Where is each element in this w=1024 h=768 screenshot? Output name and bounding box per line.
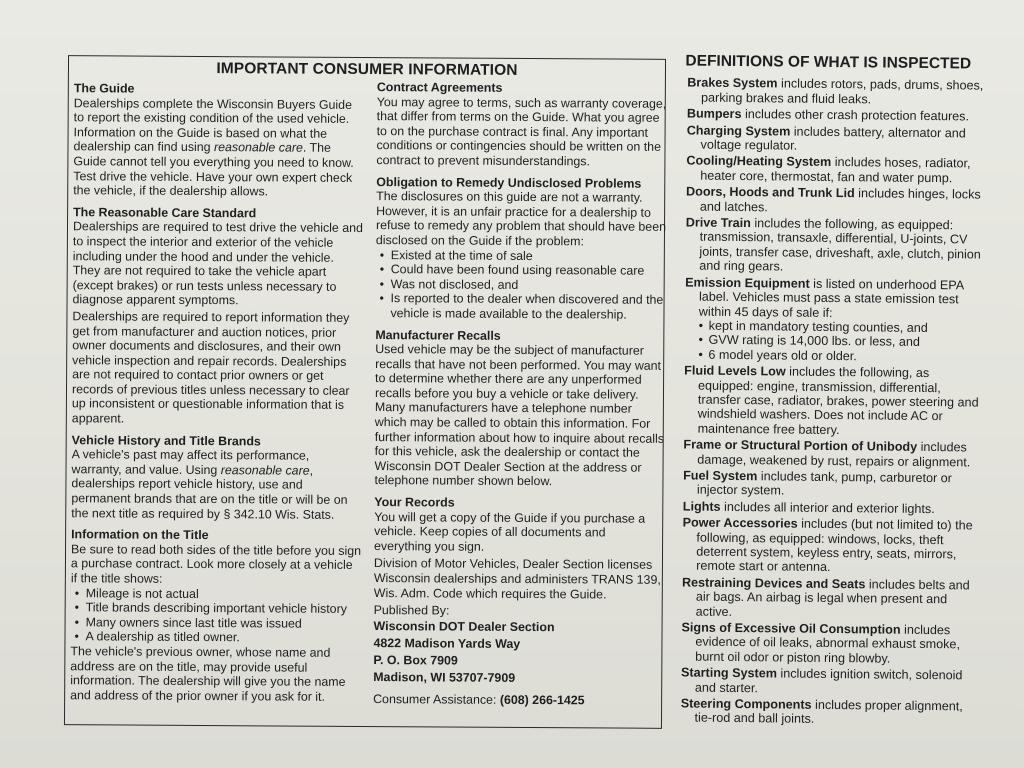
definition-description: includes other crash protection features.: [741, 107, 970, 124]
definition-description: includes proper alignment, tie-rod and ball joints.: [694, 697, 963, 727]
definition-description: includes damage, weakened by rust, repairs or alignment.: [697, 440, 971, 470]
list-item: • Could have been found using reasonable care: [376, 262, 666, 278]
definition-item: [679, 620, 979, 666]
definition-description: includes tank, pump, carburetor or injector system.: [696, 469, 952, 498]
definition-term: Starting System: [680, 665, 778, 681]
definition-item: [681, 438, 981, 470]
published-pobox: P. O. Box 7909: [373, 652, 458, 668]
title-info-section: [70, 527, 361, 704]
history-text: [71, 447, 361, 522]
definition-term: Frame or Structural Portion of Unibody: [683, 437, 918, 455]
definition-term: Fuel System: [683, 468, 758, 484]
list-item: • Is reported to the dealer when discovered and the vehicle is made available to the dealership.: [375, 291, 665, 322]
consumer-info-title: IMPORTANT CONSUMER INFORMATION: [216, 60, 518, 79]
history-text-part: , dealerships report vehicle history, use and permanent brands that are on the title or will be on the next title as required by § 342.10 Wis. Stats.: [71, 463, 348, 522]
definition-item: [685, 123, 985, 155]
guide-text-part: Dealerships complete the Wisconsin Buyers Guide to report the existing condition of the used vehicle. Information on the Guide is based on what the dealership can find using: [73, 95, 353, 155]
published-street: 4822 Madison Yards Way: [373, 635, 521, 651]
definition-item: [680, 516, 981, 577]
obligation-list: [375, 248, 665, 323]
definition-term: Restraining Devices and Seats: [681, 575, 866, 592]
guide-heading: The Guide: [73, 81, 135, 96]
list-item: • Mileage is not actual: [71, 586, 361, 602]
definition-term: Drive Train: [685, 215, 751, 231]
definition-description: includes battery, alternator and voltage regulator.: [700, 124, 966, 153]
definition-term: Charging System: [686, 123, 791, 139]
guide-text-part: . The Guide cannot tell you everything you need to know. Test drive the vehicle. Have your own expert check the vehicle, if the dealership allows.: [73, 140, 354, 199]
definition-term: Signs of Excessive Oil Consumption: [681, 620, 901, 637]
definition-description: is listed on underhood EPA label. Vehicles must pass a state emission test within 45 days of sale if:: [698, 276, 964, 320]
consumer-info-right-column: [373, 80, 667, 715]
care-section: [72, 205, 363, 428]
definition-item: [679, 696, 979, 728]
definition-description: includes ignition switch, solenoid and starter.: [694, 666, 963, 695]
list-item: • Many owners since last title was issued: [71, 615, 361, 631]
list-item: • A dealership as titled owner.: [70, 630, 360, 646]
list-item: • Was not disclosed, and: [376, 277, 666, 293]
history-section: [71, 433, 362, 522]
consumer-info-left-column: [70, 81, 364, 711]
list-item: • GVW rating is 14,000 lbs. or less, and: [698, 333, 982, 350]
care-heading: The Reasonable Care Standard: [73, 204, 257, 221]
care-text: Dealerships are required to report information they get from manufacturer and auction notices, prior owner documents and disclosures, and their own vehicle inspection and repair records. Dealerships are not required to contact prior owners or get records of previous titles unless necessary to clear up inconsistent or questionable information that is apparent.: [71, 309, 350, 426]
definition-term: Power Accessories: [682, 515, 798, 531]
definition-description: includes rotors, pads, drums, shoes, parking brakes and fluid leaks.: [701, 76, 984, 107]
definition-term: Fluid Levels Low: [684, 363, 786, 379]
definition-term: Steering Components: [680, 696, 812, 712]
recalls-section: [374, 328, 665, 490]
definition-term: Doors, Hoods and Trunk Lid: [686, 184, 855, 201]
history-text-part: A vehicle's past may affect its performance, warranty, and value. Using: [71, 447, 310, 477]
guide-text: [73, 96, 364, 200]
definitions-title: DEFINITIONS OF WHAT IS INSPECTED: [685, 52, 972, 73]
recalls-text: Used vehicle may be the subject of manufacturer recalls that have not been performed. You may want to determine whether there are any unperformed recalls before you buy a vehicle or take delivery. Many manufacturers have a telephone number which may be called to obtain this information. For further information about how to inquire about recalls for this vehicle, ask the dealership or contact the Wisconsin DOT Dealer Section at the address or telephone number shown below.: [374, 342, 665, 489]
contract-heading: Contract Agreements: [376, 80, 503, 95]
definition-description: includes evidence of oil leaks, abnormal exhaust smoke, burnt oil odor or piston ring blowby.: [695, 622, 961, 666]
definition-description: includes hinges, locks and latches.: [699, 186, 981, 214]
title-info-heading: Information on the Title: [71, 527, 209, 543]
definition-description: includes the following, as equipped: engine, transmission, differential, transfer case, radiator, brakes, power steering and windshield washers. Does not include AC or maintenance free battery.: [697, 364, 979, 437]
published-city: Madison, WI 53707-7909: [373, 669, 516, 685]
definition-description: includes all interior and exterior lights.: [720, 499, 935, 516]
definition-description: includes belts and air bags. An airbag is legal when present and active.: [695, 577, 970, 619]
title-info-outro: The vehicle's previous owner, whose name and address are on the title, may provide useful information. The dealership will give you the name and address of the prior owner if you ask for it.: [70, 644, 346, 704]
definition-item: [682, 364, 983, 439]
definition-term: Bumpers: [686, 106, 742, 122]
definition-term: Cooling/Heating System: [686, 153, 832, 170]
definition-item: [685, 107, 985, 125]
history-heading: Vehicle History and Title Brands: [71, 432, 261, 449]
list-item: • Existed at the time of sale: [376, 248, 666, 264]
published-org: Wisconsin DOT Dealer Section: [373, 618, 555, 634]
definition-bullet-list: [698, 319, 982, 365]
records-text: You will get a copy of the Guide if you purchase a vehicle. Keep copies of all documents and everything you sign.: [374, 509, 646, 554]
definitions-list: [679, 76, 986, 729]
recalls-heading: Manufacturer Recalls: [375, 327, 501, 343]
guide-text-emphasis: reasonable care: [213, 140, 303, 155]
consumer-assistance-phone: (608) 266-1425: [499, 692, 585, 708]
obligation-text: The disclosures on this guide are not a warranty. However, it is an unfair practice for a dealership to refuse to remedy any problem that should have been disclosed on the Guide if the problem:: [375, 189, 667, 249]
definition-description: includes (but not limited to) the following, as equipped: windows, locks, theft deterrent system, keyless entry, seats, mirrors, remote start or antenna.: [696, 516, 973, 575]
list-item: • Title brands describing important vehicle history: [71, 600, 361, 616]
definition-item: [685, 76, 985, 108]
consumer-assistance-label: Consumer Assistance:: [373, 691, 500, 707]
consumer-assistance: [373, 692, 663, 708]
definition-item: [684, 185, 984, 217]
title-info-intro: Be sure to read both sides of the title before you sign a purchase contract. Look more closely at a vehicle if the title shows:: [70, 542, 362, 586]
definition-item: [680, 575, 980, 621]
list-item: • 6 model years old or older.: [698, 347, 982, 364]
title-info-list: [70, 586, 360, 646]
definition-description: includes hoses, radiator, heater core, thermostat, fan and water pump.: [700, 155, 971, 186]
definition-item: [681, 468, 981, 500]
definition-item: [684, 154, 984, 186]
contract-text: You may agree to terms, such as warranty coverage, that differ from terms on the Guide. What you agree to on the purchase contract is final. Any important conditions or contingencies should be written on the contract to prevent misunderstandings.: [376, 94, 667, 169]
records-text: Division of Motor Vehicles, Dealer Section licenses Wisconsin dealerships and administers TRANS 139, Wis. Adm. Code which requires the Guide.: [373, 556, 661, 602]
guide-section: [73, 81, 364, 200]
definition-item: [679, 666, 979, 698]
records-heading: Your Records: [374, 495, 455, 510]
records-section: [373, 495, 664, 708]
obligation-heading: Obligation to Remedy Undisclosed Problems: [376, 174, 642, 191]
care-text: Dealerships are required to test drive the vehicle and to inspect the interior and exterior of the vehicle including under the hood and under the vehicle. They are not required to take the vehicle apart (except brakes) or run tests unless necessary to diagnose apparent symptoms.: [72, 219, 364, 308]
definition-item: [683, 216, 984, 277]
published-label: Published By:: [373, 603, 450, 618]
contract-section: [376, 80, 667, 169]
definition-term: Lights: [682, 499, 721, 514]
definition-item: [681, 499, 981, 517]
definition-description: includes the following, as equipped: transmission, transaxle, differential, U-joints, CV joints, transfer case, driveshaft, axle, clutch, pinion and ring gears.: [699, 216, 981, 274]
definitions-panel: [678, 54, 985, 730]
consumer-info-box: [64, 55, 666, 729]
list-item: • kept in mandatory testing counties, and: [699, 319, 983, 336]
history-text-emphasis: reasonable care: [220, 462, 310, 478]
definition-term: Brakes System: [687, 75, 778, 91]
definition-item: [682, 275, 983, 365]
definition-term: Emission Equipment: [685, 275, 810, 291]
obligation-section: [375, 175, 666, 323]
